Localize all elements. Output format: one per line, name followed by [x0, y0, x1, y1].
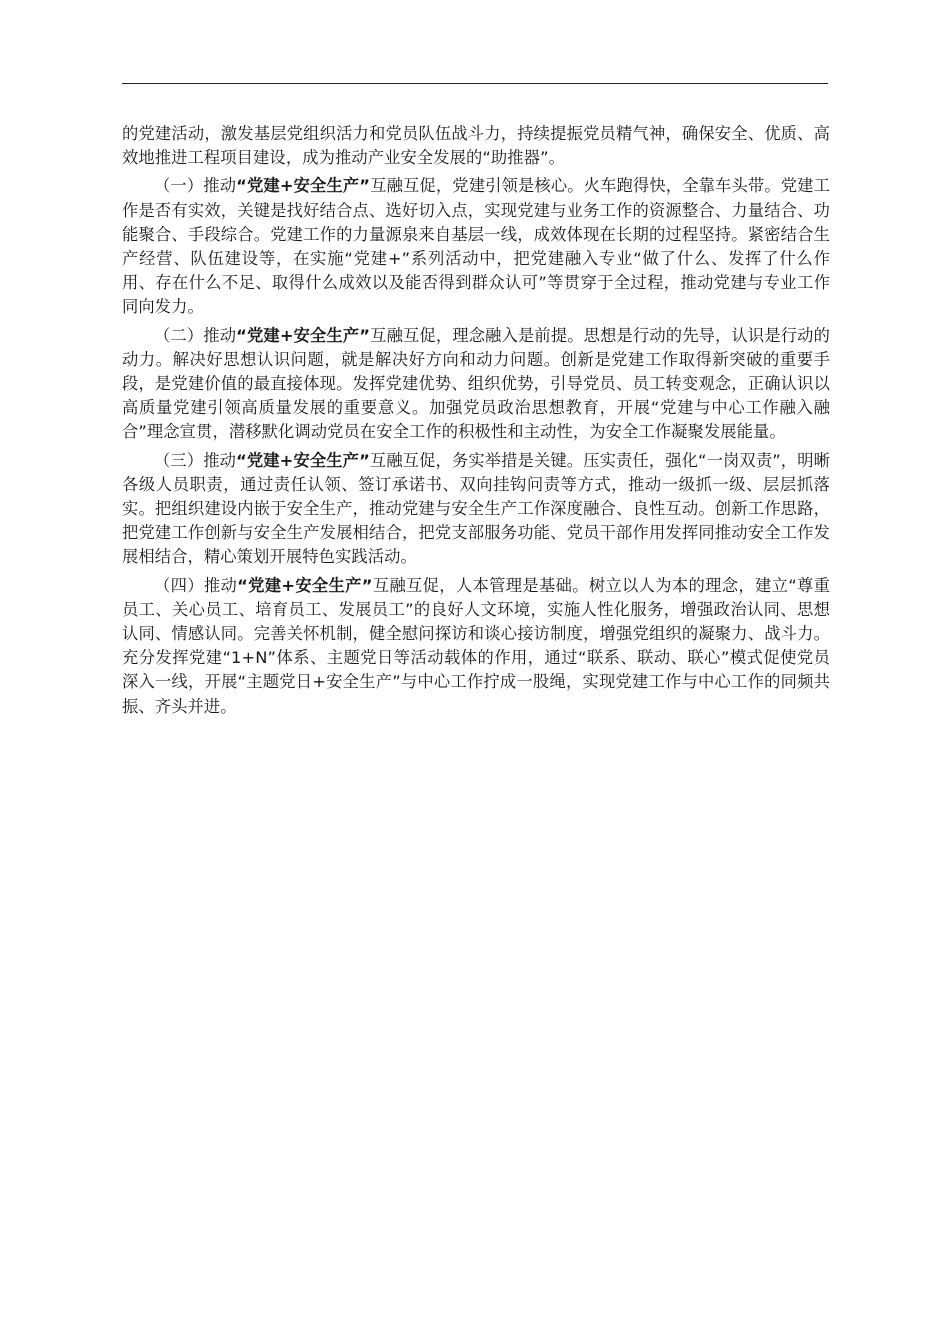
section-number: （二）推动 [154, 325, 237, 345]
section-keyword: “党建+安全生产” [237, 575, 373, 595]
paragraph-text: 互融互促，党建引领是核心。火车跑得快，全靠车头带。党建工作是否有实效，关键是找好结合点、选好切入点，实现党建与业务工作的资源整合、力量结合、功能聚合、手段综合。党建工作的力量源泉来自基层一线，成效体现在长期的过程坚持。紧密结合生产经营、队伍建设等，在实施“党建+”系列活动中，把党建融入专业“做了什么、发挥了什么作用、存在什么不足、取得什么成效以及能否得到群众认可”等贯穿于全过程，推动党建与专业工作同向发力。 [122, 176, 830, 317]
section-keyword: “党建+安全生产” [236, 450, 370, 470]
paragraph-continuation [122, 122, 830, 170]
section-keyword: “党建+安全生产” [236, 325, 371, 345]
document-body [122, 122, 830, 723]
paragraph-text: 的党建活动，激发基层党组织活力和党员队伍战斗力，持续提振党员精气神，确保安全、优质、高效地推进工程项目建设，成为推动产业安全发展的“助推器”。 [122, 124, 830, 168]
paragraph-text: 互融互促，务实举措是关键。压实责任，强化“一岗双责”，明晰各级人员职责，通过责任认领、签订承诺书、双向挂钩问责等方式，推动一级抓一级、层层抓落实。把组织建设内嵌于安全生产，推动党建与安全生产工作深度融合、良性互动。创新工作思路，把党建工作创新与安全生产发展相结合，把党支部服务功能、党员干部作用发挥同推动安全工作发展相结合，精心策划开展特色实践活动。 [122, 450, 830, 567]
section-number: （三）推动 [154, 450, 237, 470]
paragraph-text: 互融互促，人本管理是基础。树立以人为本的理念，建立“尊重员工、关心员工、培育员工、发展员工”的良好人文环境，实施人性化服务，增强政治认同、思想认同、情感认同。完善关怀机制，健全慰问探访和谈心接访制度，增强党组织的凝聚力、战斗力。充分发挥党建“1+N”体系、主题党日等活动载体的作用，通过“联系、联动、联心”模式促使党员深入一线，开展“主题党日+安全生产”与中心工作拧成一股绳，实现党建工作与中心工作的同频共振、齐头并进。 [122, 575, 830, 716]
section-number: （一）推动 [154, 176, 237, 196]
paragraph-section-1 [122, 174, 830, 319]
paragraph-section-2 [122, 324, 830, 445]
header-rule [122, 83, 828, 84]
section-number: （四）推动 [154, 575, 238, 595]
paragraph-section-4 [122, 574, 830, 719]
paragraph-section-3 [122, 449, 830, 570]
paragraph-text: 互融互促，理念融入是前提。思想是行动的先导，认识是行动的动力。解决好思想认识问题，就是解决好方向和动力问题。创新是党建工作取得新突破的重要手段，是党建价值的最直接体现。发挥党建优势、组织优势，引导党员、员工转变观念，正确认识以高质量党建引领高质量发展的重要意义。加强党员政治思想教育，开展“党建与中心工作融入融合”理念宣贯，潜移默化调动党员在安全工作的积极性和主动性，为安全工作凝聚发展能量。 [122, 325, 830, 442]
section-keyword: “党建+安全生产” [236, 176, 371, 196]
